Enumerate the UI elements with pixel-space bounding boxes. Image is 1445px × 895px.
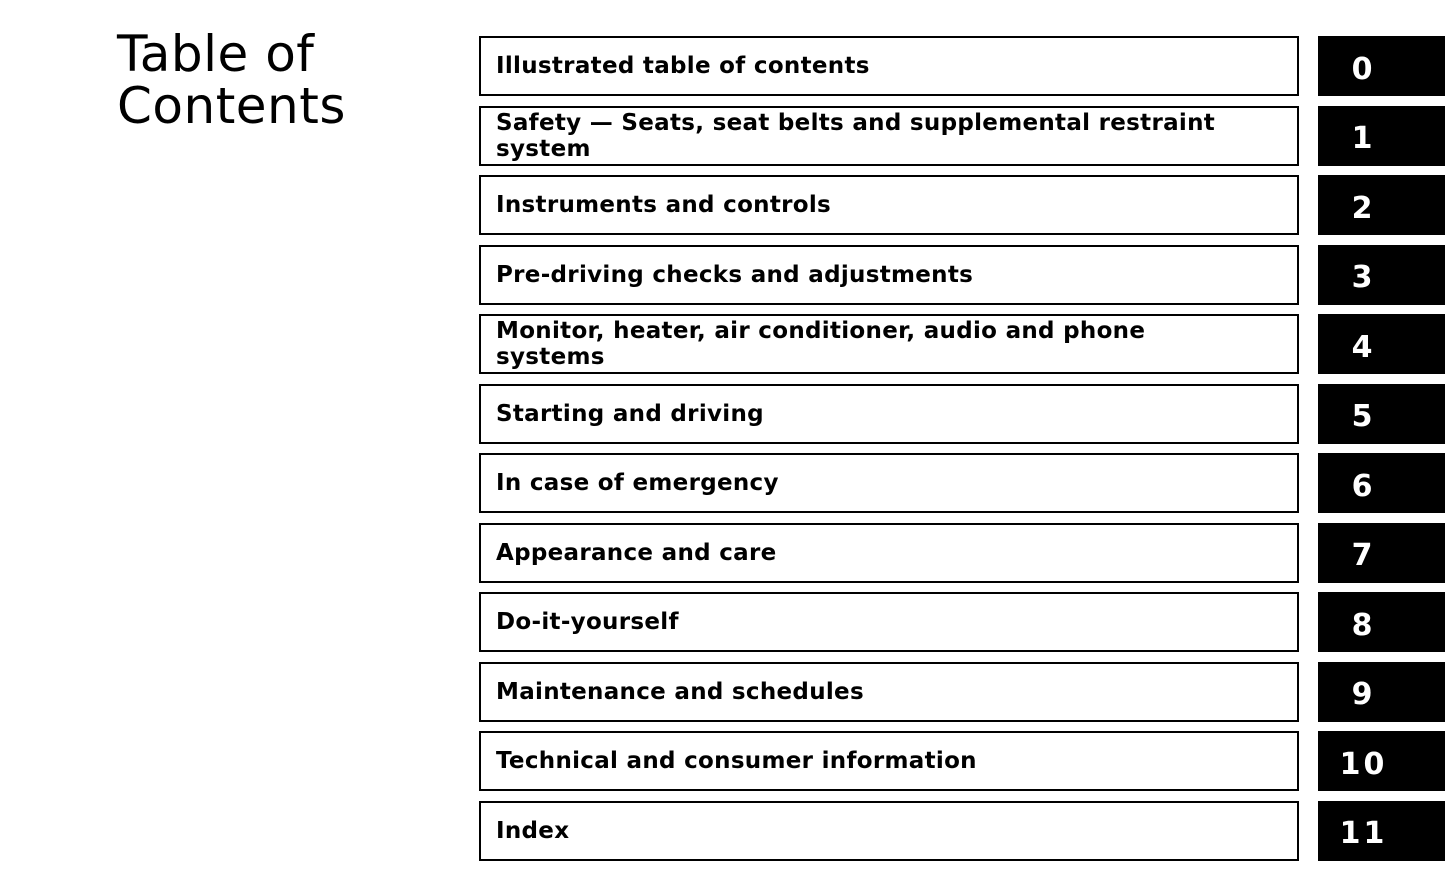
toc-item-do-it-yourself[interactable] — [479, 592, 1445, 652]
section-tab[interactable] — [1318, 245, 1445, 305]
section-number: 0 — [1351, 51, 1376, 87]
section-number: 1 — [1351, 121, 1376, 156]
toc-item-box — [479, 314, 1299, 374]
toc-item-label: Illustrated table of contents — [496, 53, 870, 79]
section-tab[interactable] — [1318, 314, 1445, 374]
toc-item-label: Index — [496, 817, 570, 844]
section-number: 8 — [1351, 607, 1376, 643]
toc-item-box — [479, 106, 1299, 166]
toc-item-label: Do-it-yourself — [496, 609, 679, 635]
section-tab[interactable] — [1318, 731, 1445, 791]
section-number: 4 — [1351, 329, 1376, 365]
section-number: 6 — [1351, 468, 1376, 504]
section-number: 11 — [1339, 816, 1388, 851]
toc-item-box — [479, 245, 1299, 305]
section-tab[interactable] — [1318, 384, 1445, 444]
section-number: 3 — [1351, 260, 1376, 295]
section-tab[interactable] — [1318, 175, 1445, 235]
toc-item-box — [479, 662, 1299, 722]
toc-item-label: In case of emergency — [496, 470, 779, 496]
section-tab[interactable] — [1318, 106, 1445, 166]
section-tab[interactable] — [1318, 36, 1445, 96]
toc-item-box — [479, 731, 1299, 791]
toc-item-label: Starting and driving — [496, 400, 764, 427]
page-title-line-1: Table of — [117, 25, 315, 83]
toc-item-label: Appearance and care — [496, 539, 777, 566]
toc-item-box — [479, 453, 1299, 513]
section-number: 9 — [1351, 677, 1376, 712]
toc-item-label: Instruments and controls — [496, 192, 832, 218]
page-title-line-2: Contents — [117, 77, 346, 135]
section-tab[interactable] — [1318, 801, 1445, 861]
toc-item-illustrated-table-of-contents[interactable] — [479, 36, 1445, 96]
toc-item-appearance-and-care[interactable] — [479, 523, 1445, 583]
toc-item-monitor-heater-audio[interactable] — [479, 314, 1445, 374]
toc-item-label: Safety — Seats, seat belts and supplemental restraint system — [496, 109, 1216, 162]
section-tab[interactable] — [1318, 523, 1445, 583]
section-number: 10 — [1339, 746, 1388, 782]
toc-item-box — [479, 523, 1299, 583]
section-tab[interactable] — [1318, 662, 1445, 722]
toc-item-starting-and-driving[interactable] — [479, 384, 1445, 444]
toc-item-safety[interactable] — [479, 106, 1445, 166]
toc-item-maintenance-and-schedules[interactable] — [479, 662, 1445, 722]
toc-item-label: Technical and consumer information — [496, 748, 977, 774]
toc-item-technical-and-consumer-information[interactable] — [479, 731, 1445, 791]
section-tab[interactable] — [1318, 453, 1445, 513]
section-number: 2 — [1351, 190, 1376, 226]
section-number: 7 — [1351, 538, 1376, 573]
section-number: 5 — [1351, 399, 1376, 434]
toc-item-label: Monitor, heater, air conditioner, audio and phone systems — [496, 318, 1146, 370]
toc-item-in-case-of-emergency[interactable] — [479, 453, 1445, 513]
toc-item-box — [479, 36, 1299, 96]
toc-item-label: Pre-driving checks and adjustments — [496, 261, 974, 288]
toc-item-label: Maintenance and schedules — [496, 678, 864, 705]
toc-item-instruments-and-controls[interactable] — [479, 175, 1445, 235]
toc-item-pre-driving-checks[interactable] — [479, 245, 1445, 305]
toc-item-box — [479, 801, 1299, 861]
page-title — [117, 25, 346, 135]
toc-item-box — [479, 175, 1299, 235]
toc-item-index[interactable] — [479, 801, 1445, 861]
section-tab[interactable] — [1318, 592, 1445, 652]
toc-item-box — [479, 592, 1299, 652]
toc-item-box — [479, 384, 1299, 444]
